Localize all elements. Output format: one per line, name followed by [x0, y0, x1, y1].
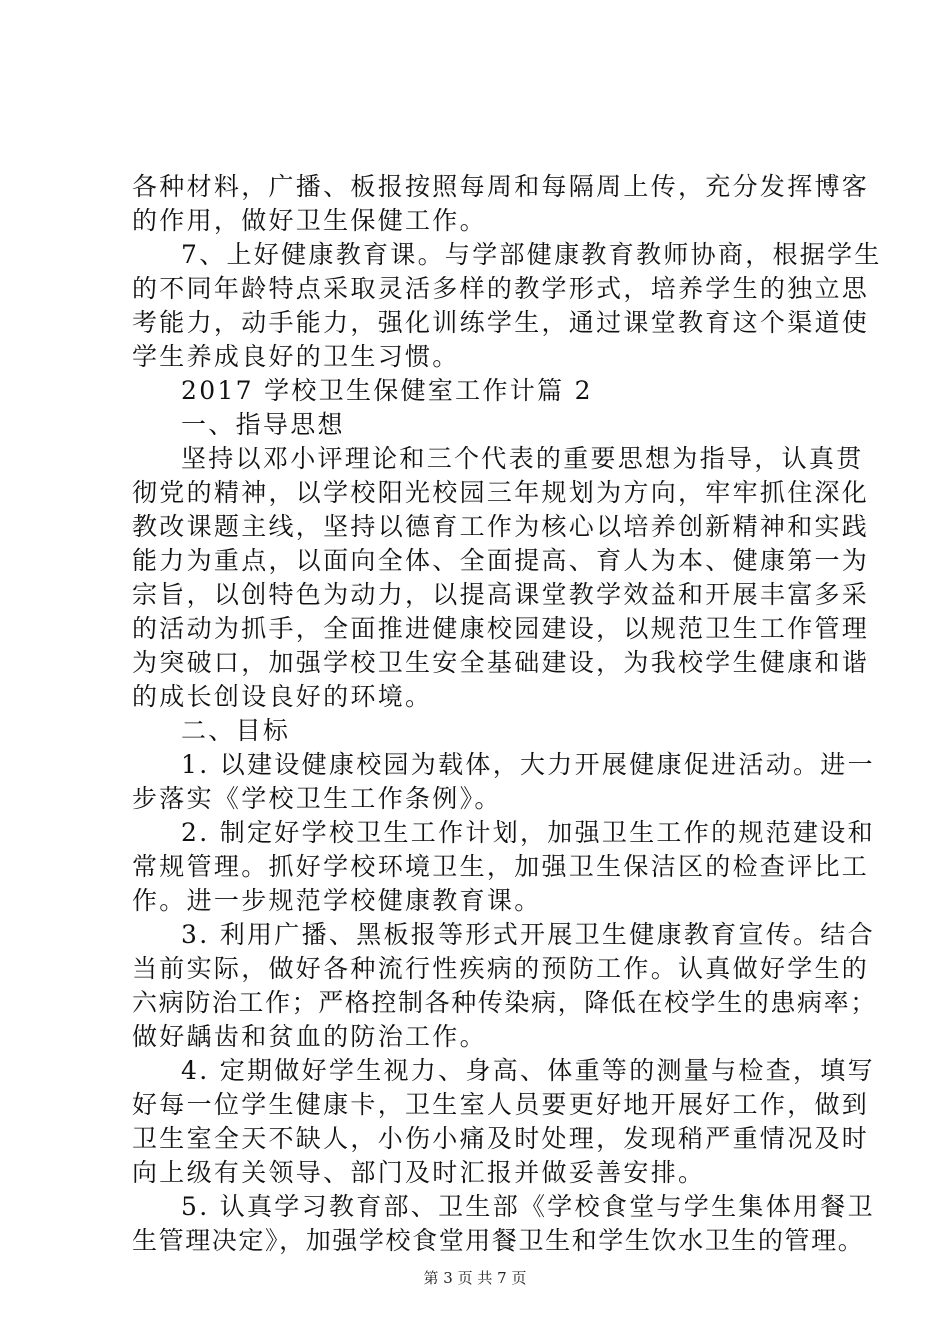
text-line: 的作用，做好卫生保健工作。: [132, 206, 487, 235]
text-line: 的不同年龄特点采取灵活多样的教学形式，培养学生的独立思: [132, 274, 870, 303]
text-line: 做好龋齿和贫血的防治工作。: [132, 1022, 487, 1051]
text-line: 2. 制定好学校卫生工作计划，加强卫生工作的规范建设和: [181, 818, 875, 847]
text-line: 六病防治工作；严格控制各种传染病，降低在校学生的患病率；: [132, 988, 877, 1017]
text-line: 3. 利用广播、黑板报等形式开展卫生健康教育宣传。结合: [181, 920, 875, 949]
text-line: 步落实《学校卫生工作条例》。: [132, 784, 502, 813]
text-line: 4. 定期做好学生视力、身高、体重等的测量与检查，填写: [181, 1056, 875, 1085]
text-line: 好每一位学生健康卡，卫生室人员要更好地开展好工作，做到: [132, 1090, 870, 1119]
text-line: 坚持以邓小评理论和三个代表的重要思想为指导，认真贯: [181, 444, 864, 473]
text-line: 向上级有关领导、部门及时汇报并做妥善安排。: [132, 1158, 706, 1187]
text-line: 的成长创设良好的环境。: [132, 682, 433, 711]
text-line: 宗旨，以创特色为动力，以提高课堂教学效益和开展丰富多采: [132, 580, 870, 609]
text-line: 常规管理。抓好学校环境卫生，加强卫生保洁区的检查评比工: [132, 852, 870, 881]
text-line: 的活动为抓手，全面推进健康校园建设，以规范卫生工作管理: [132, 614, 870, 643]
text-line: 5. 认真学习教育部、卫生部《学校食堂与学生集体用餐卫: [181, 1192, 875, 1221]
section-heading: 二、目标: [181, 716, 291, 745]
text-line: 作。进一步规范学校健康教育课。: [132, 886, 542, 915]
text-line: 卫生室全天不缺人，小伤小痛及时处理，发现稍严重情况及时: [132, 1124, 870, 1153]
section-title: 2017 学校卫生保健室工作计篇 2: [181, 376, 593, 405]
text-line: 考能力，动手能力，强化训练学生，通过课堂教育这个渠道使: [132, 308, 870, 337]
page-number: 第 3 页 共 7 页: [423, 1269, 527, 1287]
text-line: 能力为重点，以面向全体、全面提高、育人为本、健康第一为: [132, 546, 870, 575]
text-line: 1. 以建设健康校园为载体，大力开展健康促进活动。进一: [181, 750, 875, 779]
text-line: 教改课题主线，坚持以德育工作为核心以培养创新精神和实践: [132, 512, 870, 541]
section-heading: 一、指导思想: [181, 410, 345, 439]
text-line: 彻党的精神，以学校阳光校园三年规划为方向，牢牢抓住深化: [132, 478, 870, 507]
text-line: 各种材料，广播、板报按照每周和每隔周上传，充分发挥博客: [132, 172, 870, 201]
text-line: 7、上好健康教育课。与学部健康教育教师协商，根据学生: [181, 240, 882, 269]
text-line: 当前实际，做好各种流行性疾病的预防工作。认真做好学生的: [132, 954, 870, 983]
text-line: 为突破口，加强学校卫生安全基础建设，为我校学生健康和谐: [132, 648, 870, 677]
text-line: 学生养成良好的卫生习惯。: [132, 342, 460, 371]
text-line: 生管理决定》，加强学校食堂用餐卫生和学生饮水卫生的管理。: [132, 1226, 865, 1255]
